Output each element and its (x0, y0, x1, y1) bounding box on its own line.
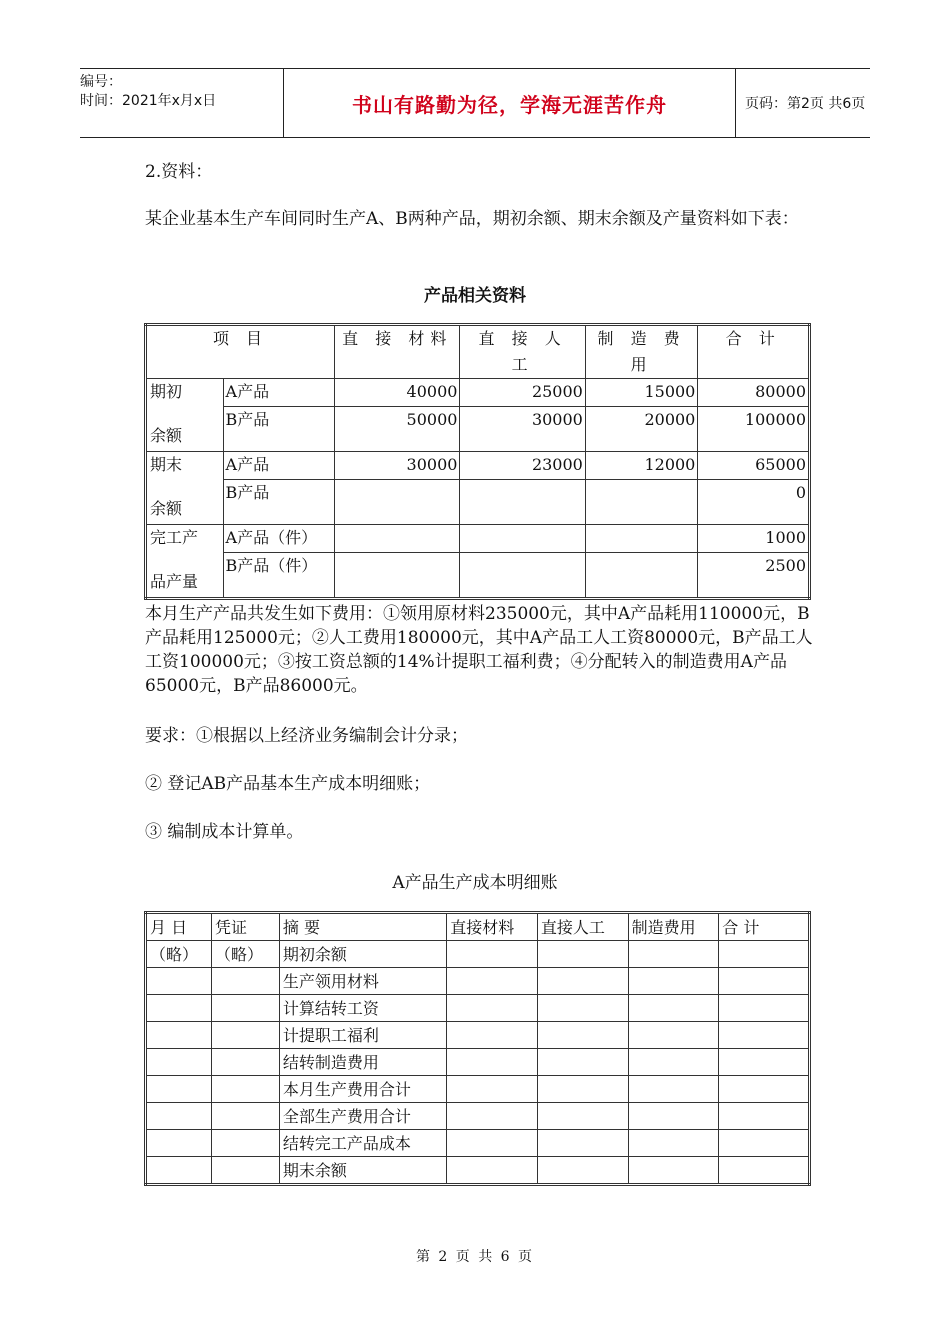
cell-overhead: 15000 (585, 379, 698, 407)
cell-material (447, 1076, 538, 1103)
cell-total: 80000 (698, 379, 810, 407)
cell-overhead (585, 480, 698, 525)
group-label-top: 期末 (150, 455, 183, 474)
table-row (146, 480, 810, 525)
cell-total: 2500 (698, 553, 810, 599)
cell-voucher (211, 1103, 279, 1130)
group-label (146, 452, 224, 525)
cost-ledger-table (144, 911, 811, 1186)
table-row (146, 1022, 810, 1049)
cell-labor: 23000 (460, 452, 585, 480)
table-row (146, 1157, 810, 1185)
cell-material: 30000 (335, 452, 460, 480)
cell-summary: 全部生产费用合计 (279, 1103, 446, 1130)
cell-date: （略） (146, 941, 212, 968)
cell-labor (537, 995, 628, 1022)
cell-material (447, 995, 538, 1022)
document-date: 时间：2021年x月x日 (80, 93, 217, 109)
cell-total (719, 1157, 810, 1185)
cell-voucher (211, 995, 279, 1022)
cell-overhead: 12000 (585, 452, 698, 480)
cell-overhead (585, 525, 698, 553)
cell-material (447, 1049, 538, 1076)
row-name: A产品 (223, 379, 335, 407)
cell-total: 100000 (698, 407, 810, 452)
table2-header-voucher: 凭证 (211, 913, 279, 941)
cell-labor: 30000 (460, 407, 585, 452)
table-row (146, 553, 810, 599)
cell-labor (460, 553, 585, 599)
page-footer: 第 2 页 共 6 页 (415, 1249, 535, 1265)
cell-labor (460, 525, 585, 553)
cell-total (719, 1076, 810, 1103)
cell-summary: 生产领用材料 (279, 968, 446, 995)
product-data-table (144, 323, 811, 600)
cell-date (146, 1130, 212, 1157)
cell-labor (537, 1130, 628, 1157)
row-name: A产品 (223, 452, 335, 480)
cell-total (719, 1049, 810, 1076)
cell-overhead (628, 1022, 719, 1049)
table2-header-overhead: 制造费用 (628, 913, 719, 941)
cell-date (146, 1103, 212, 1130)
cell-voucher (211, 1076, 279, 1103)
group-label-bottom: 品产量 (150, 572, 199, 591)
table1-title: 产品相关资料 (424, 286, 526, 306)
cell-summary: 期末余额 (279, 1157, 446, 1185)
cell-overhead (628, 1130, 719, 1157)
cell-labor (537, 1022, 628, 1049)
cell-voucher: （略） (211, 941, 279, 968)
table-row (146, 525, 810, 553)
table1-header-item: 项 目 (146, 325, 335, 379)
cell-material (335, 480, 460, 525)
table-row (146, 407, 810, 452)
cell-total (719, 968, 810, 995)
cell-total (719, 1022, 810, 1049)
group-label-top: 期初 (150, 382, 183, 401)
table-row (146, 995, 810, 1022)
cell-date (146, 1049, 212, 1076)
table1-header-total: 合 计 (698, 325, 810, 379)
header-motto: 书山有路勤为径，学海无涯苦作舟 (283, 69, 736, 137)
cell-material (447, 941, 538, 968)
requirement-1: 要求：①根据以上经济业务编制会计分录； (145, 726, 468, 746)
table2-header-row (146, 913, 810, 941)
cell-labor (537, 1157, 628, 1185)
cell-date (146, 1022, 212, 1049)
cell-labor (537, 968, 628, 995)
cell-overhead (628, 1157, 719, 1185)
row-name: A产品（件） (223, 525, 335, 553)
table-row (146, 968, 810, 995)
cell-total (719, 941, 810, 968)
cell-material (447, 968, 538, 995)
cell-overhead (628, 968, 719, 995)
cell-material (447, 1103, 538, 1130)
cell-voucher (211, 1130, 279, 1157)
group-label-bottom: 余额 (150, 426, 183, 445)
row-name: B产品 (223, 480, 335, 525)
row-name: B产品 (223, 407, 335, 452)
cell-voucher (211, 968, 279, 995)
requirement-2: ② 登记AB产品基本生产成本明细账； (145, 774, 431, 794)
table-row (146, 1103, 810, 1130)
cell-labor (537, 1103, 628, 1130)
document-number-label: 编号： (80, 74, 122, 90)
page-header (80, 68, 870, 138)
cell-material (447, 1022, 538, 1049)
table1-header-material: 直 接 材料 (335, 325, 460, 379)
table-row (146, 379, 810, 407)
row-name: B产品（件） (223, 553, 335, 599)
cell-material (335, 553, 460, 599)
table2-header-material: 直接材料 (447, 913, 538, 941)
table-row (146, 1076, 810, 1103)
table2-title: A产品生产成本明细账 (392, 873, 558, 893)
table1-header-row (146, 325, 810, 379)
cell-total (719, 1130, 810, 1157)
table1-header-labor: 直 接 人 工 (460, 325, 585, 379)
cell-voucher (211, 1049, 279, 1076)
cell-summary: 本月生产费用合计 (279, 1076, 446, 1103)
header-page-info: 页码：第2页 共6页 (745, 96, 866, 112)
cell-voucher (211, 1022, 279, 1049)
group-label-top: 完工产 (150, 528, 199, 547)
cell-voucher (211, 1157, 279, 1185)
table2-header-summary: 摘 要 (279, 913, 446, 941)
cell-date (146, 968, 212, 995)
cell-summary: 计提职工福利 (279, 1022, 446, 1049)
cell-date (146, 1076, 212, 1103)
cell-overhead: 20000 (585, 407, 698, 452)
cell-date (146, 995, 212, 1022)
cell-overhead (628, 995, 719, 1022)
cell-material (447, 1157, 538, 1185)
cell-labor: 25000 (460, 379, 585, 407)
cell-material: 50000 (335, 407, 460, 452)
cell-overhead (585, 553, 698, 599)
cell-overhead (628, 1103, 719, 1130)
cell-summary: 期初余额 (279, 941, 446, 968)
table1-header-overhead: 制 造 费 用 (585, 325, 698, 379)
cell-labor (537, 1076, 628, 1103)
cell-total (719, 1103, 810, 1130)
cell-date (146, 1157, 212, 1185)
cell-total: 1000 (698, 525, 810, 553)
intro-paragraph: 某企业基本生产车间同时生产A、B两种产品，期初余额、期末余额及产量资料如下表： (145, 209, 799, 229)
table2-header-total: 合 计 (719, 913, 810, 941)
cell-overhead (628, 1076, 719, 1103)
cell-labor (460, 480, 585, 525)
cell-overhead (628, 941, 719, 968)
cell-labor (537, 1049, 628, 1076)
cell-labor (537, 941, 628, 968)
table2-header-date: 月 日 (146, 913, 212, 941)
expense-paragraph: 本月生产产品共发生如下费用：①领用原材料235000元，其中A产品耗用110000元，B产品耗用125000元；②人工费用180000元，其中A产品工人工资80000元，B产品工人工资100000元；③按工资总额的14%计提职工福利费；④分配转入的制造费用A产品65000元，B产品86000元。 (145, 604, 813, 696)
cell-material: 40000 (335, 379, 460, 407)
table-row (146, 1130, 810, 1157)
requirement-3: ③ 编制成本计算单。 (145, 822, 304, 842)
table2-header-labor: 直接人工 (537, 913, 628, 941)
cell-total (719, 995, 810, 1022)
header-meta (80, 69, 283, 141)
table-row (146, 452, 810, 480)
cell-material (447, 1130, 538, 1157)
cell-total: 65000 (698, 452, 810, 480)
group-label-bottom: 余额 (150, 499, 183, 518)
cell-summary: 计算结转工资 (279, 995, 446, 1022)
cell-overhead (628, 1049, 719, 1076)
table-row (146, 1049, 810, 1076)
group-label (146, 525, 224, 599)
cell-summary: 结转制造费用 (279, 1049, 446, 1076)
cell-summary: 结转完工产品成本 (279, 1130, 446, 1157)
section-label: 2.资料： (145, 162, 213, 182)
cell-material (335, 525, 460, 553)
group-label (146, 379, 224, 452)
table-row (146, 941, 810, 968)
cell-total: 0 (698, 480, 810, 525)
